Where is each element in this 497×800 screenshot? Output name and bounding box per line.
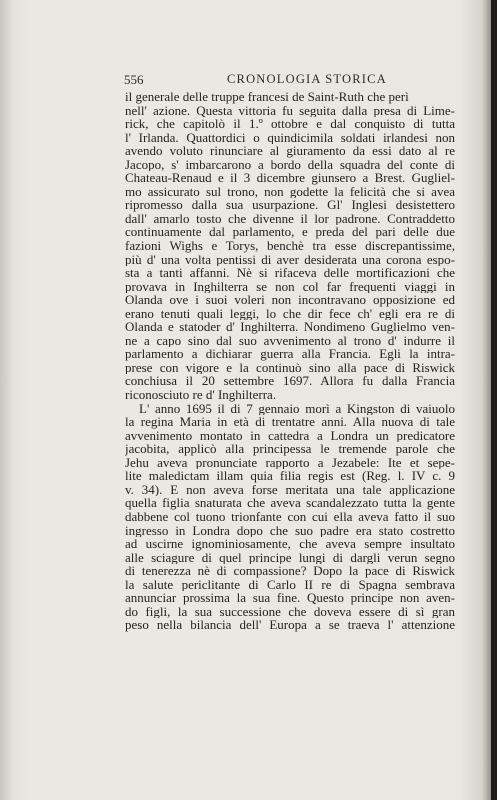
text-line: dall' amarlo tosto che divenne il lor padrone. Contraddetto <box>125 211 455 226</box>
text-line: ingresso in Londra dopo che suo padre era stato costretto <box>125 523 455 538</box>
text-line: quella figlia snaturata che aveva scandalezzato tutta la gente <box>125 496 455 510</box>
running-head <box>124 72 454 88</box>
text-line: Jehu aveva pronunciate rapporto a Jezabele: Ite et sepe- <box>125 455 455 470</box>
text-line: ne a capo sino dal suo avvenimento al trono d' indurre il <box>125 333 455 348</box>
text-line: avendo voluto rinunciare al giuramento da essi dato al re <box>125 144 455 158</box>
text-line: prese con vigore e la continuò sino alla pace di Riswick <box>125 360 455 375</box>
text-line: conchiusa il 20 settembre 1697. Allora fu dalla Francia <box>125 374 455 389</box>
text-line: più d' una volta pentissi di aver desiderata una corona espo- <box>125 252 455 267</box>
text-line: la regina Maria in età di trentatre anni. Alla nuova di tale <box>125 415 455 429</box>
text-line: mo assicurato sul trono, non godette la felicità che si avea <box>125 184 455 199</box>
text-line: annunciar prossima la sua fine. Questo principe non aven- <box>125 591 455 605</box>
text-line: alle sciagure di quel principe lungi di dargli verun segno <box>125 550 455 565</box>
body-text <box>125 90 455 632</box>
text-line: ad uscirne ignominiosamente, che aveva sempre insultato <box>125 537 455 551</box>
text-line: Chateau-Renaud e il 3 dicembre giunsero a Brest. Gugliel- <box>125 171 455 185</box>
text-line: Olanda ove i suoi voleri non incontravano opposizione ed <box>125 293 455 307</box>
text-line: di tenerezza nè di compassione? Dopo la pace di Riswick <box>125 564 455 578</box>
text-line: dabbene col tuono trionfante con cui ella aveva fatto il suo <box>125 509 455 524</box>
text-line: L' anno 1695 il di 7 gennaio morì a Kingston di vaiuolo <box>139 401 455 416</box>
text-line: il generale delle truppe francesi de Saint-Ruth che perì <box>125 90 409 104</box>
text-line: la salute periclitante di Carlo II re di Spagna sembrava <box>125 577 455 592</box>
text-line: peso nella bilancia dell' Europa a se traeva l' attenzione <box>125 618 455 632</box>
book-edge <box>491 0 497 800</box>
text-line: Olanda e statoder d' Inghilterra. Nondimeno Guglielmo ven- <box>125 320 455 334</box>
text-line: erano tenuti quali leggi, lo che dir fece ch' egli era re di <box>125 306 455 321</box>
page-number: 556 <box>124 72 144 87</box>
text-line: do figli, la sua successione che doveva essere di sì gran <box>125 604 455 619</box>
text-line: parlamento a dichiarar guerra alla Francia. Egli la intra- <box>125 347 455 361</box>
text-line: sta a tanti affanni. Nè si rifaceva delle mortificazioni che <box>125 266 455 280</box>
text-line: l' Irlanda. Quattordici o quindicimila soldati irlandesi non <box>125 130 455 145</box>
text-line: ripromesso dalla sua usurpazione. Gl' Inglesi desistettero <box>125 198 455 212</box>
text-line: fazioni Wighs e Torys, benchè tra esse discrepantissime, <box>125 239 455 253</box>
text-line: Jacopo, s' imbarcarono a bordo della squadra del conte di <box>125 157 455 172</box>
running-title: CRONOLOGIA STORICA <box>227 72 387 86</box>
text-line: v. 34). E non aveva forse meritata una tale applicazione <box>125 482 455 497</box>
text-line: provava in Inghilterra se non col far frequenti viaggi in <box>125 279 455 294</box>
text-line: nell' azione. Questa vittoria fu seguita dalla presa di Lime- <box>125 103 455 118</box>
text-line: jacobita, applicò alla principessa le tremende parole che <box>125 442 455 456</box>
text-line: lite maledictam illam quia filia regis est (Reg. l. IV c. 9 <box>125 469 455 483</box>
text-line: rick, che capitolò il 1.º ottobre e dal conquisto di tutta <box>125 117 455 131</box>
text-line: riconosciuto re d' Inghilterra. <box>125 388 277 402</box>
text-line: avvenimento montato in cattedra a Londra un predicatore <box>125 428 455 443</box>
text-line: continuamente dal parlamento, e preda del pari delle due <box>125 225 455 240</box>
